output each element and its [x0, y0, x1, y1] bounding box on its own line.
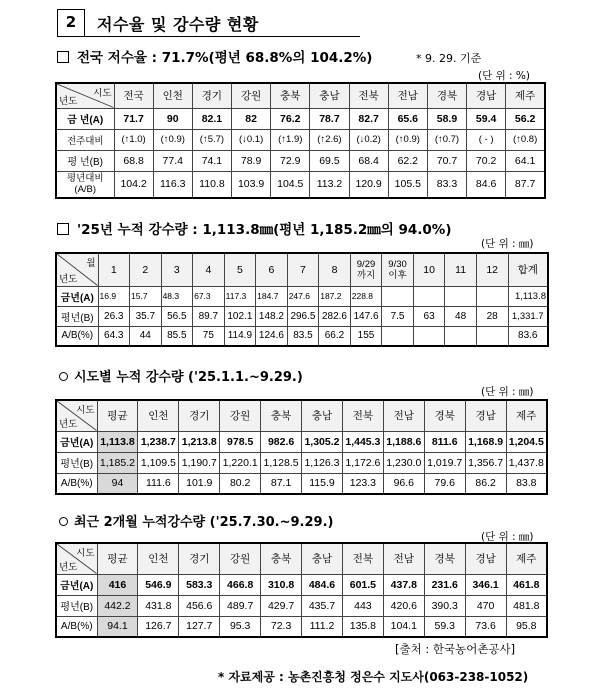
table-header-row	[56, 543, 547, 574]
table-cell	[413, 326, 445, 346]
table-cell	[476, 286, 508, 306]
row-label: 금 년(A)	[56, 108, 114, 129]
table-cell: 1,113.8	[508, 286, 548, 306]
table-cell: 83.8	[506, 473, 547, 494]
col-header: 인천	[138, 400, 179, 431]
row-label: A/B(%)	[56, 473, 97, 494]
table-header-row	[56, 83, 545, 108]
col-header: 충북	[271, 83, 310, 108]
table-cell: 70.2	[467, 150, 506, 171]
table-cell: 1,204.5	[506, 431, 547, 452]
col-header: 제주	[506, 400, 547, 431]
table-cell: 1,445.3	[342, 431, 383, 452]
col-header: 5	[224, 253, 256, 286]
circle-bullet-icon	[59, 517, 68, 526]
reservoir-heading-text: 전국 저수율 : 71.7%(평년 68.8%의 104.2%)	[77, 50, 373, 66]
table-cell: 1,128.5	[261, 452, 302, 473]
col-header: 경북	[424, 400, 465, 431]
table-row	[56, 129, 545, 150]
col-header: 충북	[261, 400, 302, 431]
col-header: 충남	[302, 400, 343, 431]
table-cell: 1,190.7	[179, 452, 220, 473]
table-cell: 15.7	[130, 286, 162, 306]
table-cell: 72.3	[261, 616, 302, 637]
table-cell: 546.9	[138, 574, 179, 595]
table-cell: 95.8	[506, 616, 547, 637]
table-cell: 1,437.8	[506, 452, 547, 473]
table-cell: 416	[97, 574, 138, 595]
table-cell: 85.5	[161, 326, 193, 346]
circle-bullet-icon	[59, 372, 68, 381]
table-cell: 583.3	[179, 574, 220, 595]
table-cell: 1,188.6	[383, 431, 424, 452]
col-header: 1	[98, 253, 130, 286]
col-header: 8	[319, 253, 351, 286]
col-header: 전남	[383, 400, 424, 431]
table-cell: 80.2	[220, 473, 261, 494]
table-cell: 126.7	[138, 616, 179, 637]
table-row	[56, 473, 547, 494]
table-cell: 95.3	[220, 616, 261, 637]
table-cell: (↑1.9)	[271, 129, 310, 150]
col-header: 12	[476, 253, 508, 286]
col-header: 6	[256, 253, 288, 286]
table-cell: 96.6	[383, 473, 424, 494]
col-header: 경북	[427, 83, 466, 108]
table-cell: 83.3	[427, 171, 466, 198]
table-cell: 111.6	[138, 473, 179, 494]
table-cell: 116.3	[153, 171, 192, 198]
col-header: 4	[193, 253, 225, 286]
table-row	[56, 108, 545, 129]
regional-rainfall-heading	[59, 366, 303, 385]
table-cell: 26.3	[98, 306, 130, 326]
table-cell: ( - )	[467, 129, 506, 150]
col-header: 11	[445, 253, 477, 286]
row-label: 전주대비	[56, 129, 114, 150]
table-cell: 115.9	[302, 473, 343, 494]
col-header: 전북	[342, 400, 383, 431]
table-cell: 56.5	[161, 306, 193, 326]
table-row	[56, 326, 548, 346]
table-cell: 442.2	[97, 595, 138, 616]
table-cell: (↑1.0)	[114, 129, 153, 150]
table-cell: 56.2	[506, 108, 545, 129]
table-cell: 489.7	[220, 595, 261, 616]
table-cell: 73.6	[465, 616, 506, 637]
table-cell: 1,305.2	[302, 431, 343, 452]
table-cell: 1,238.7	[138, 431, 179, 452]
col-header: 충북	[261, 543, 302, 574]
table-cell: (↑5.7)	[192, 129, 231, 150]
row-label: 금년(A)	[56, 286, 98, 306]
col-header: 전북	[342, 543, 383, 574]
regional-rainfall-unit: (단 위 : ㎜)	[481, 386, 534, 398]
table-cell: 64.1	[506, 150, 545, 171]
table-cell: 82	[232, 108, 271, 129]
table-cell: 1,172.6	[342, 452, 383, 473]
table-cell: 72.9	[271, 150, 310, 171]
table-cell: 127.7	[179, 616, 220, 637]
table-cell: 187.2	[319, 286, 351, 306]
table-cell: 1,213.8	[179, 431, 220, 452]
table-cell: 105.5	[388, 171, 427, 198]
row-label: A/B(%)	[56, 616, 97, 637]
table-cell: 83.6	[508, 326, 548, 346]
provider-note: * 자료제공 : 농촌진흥청 정은수 지도사(063-238-1052)	[218, 670, 529, 684]
table-cell	[413, 286, 445, 306]
col-header: 경남	[465, 400, 506, 431]
rainfall-heading	[57, 218, 452, 238]
table-cell: 437.8	[383, 574, 424, 595]
table-cell: 82.7	[349, 108, 388, 129]
reservoir-note: * 9. 29. 기준	[416, 52, 482, 65]
col-header: 7	[287, 253, 319, 286]
table-row	[56, 171, 545, 198]
row-label: 평년(B)	[56, 595, 97, 616]
table-cell: 123.3	[342, 473, 383, 494]
table-cell: 346.1	[465, 574, 506, 595]
table-cell: 1,185.2	[97, 452, 138, 473]
col-header: 9/30 이후	[382, 253, 414, 286]
rainfall-unit: (단 위 : ㎜)	[481, 238, 534, 250]
table-cell: 59.4	[467, 108, 506, 129]
reservoir-heading	[57, 46, 372, 66]
table-cell: 484.6	[302, 574, 343, 595]
table-cell: 58.9	[427, 108, 466, 129]
col-header: 제주	[506, 543, 547, 574]
table-cell: 135.8	[342, 616, 383, 637]
table-cell: 44	[130, 326, 162, 346]
table-cell: 601.5	[342, 574, 383, 595]
table-cell: 28	[476, 306, 508, 326]
table-cell: 65.6	[388, 108, 427, 129]
table-cell: 89.7	[193, 306, 225, 326]
table-cell	[476, 326, 508, 346]
col-header: 전남	[383, 543, 424, 574]
table-row	[56, 431, 547, 452]
table-row	[56, 306, 548, 326]
table-cell: 147.6	[350, 306, 382, 326]
table-corner: 시도 년도	[56, 83, 114, 108]
table-cell: 90	[153, 108, 192, 129]
row-label: 평년(B)	[56, 306, 98, 326]
recent-rainfall-heading-text: 최근 2개월 누적강수량 ('25.7.30.~9.29.)	[74, 515, 334, 530]
table-cell	[445, 326, 477, 346]
table-cell: 111.2	[302, 616, 343, 637]
table-cell: 66.2	[319, 326, 351, 346]
table-header-row	[56, 253, 548, 286]
table-cell: 63	[413, 306, 445, 326]
table-cell: (↑0.9)	[388, 129, 427, 150]
col-header: 9/29 까지	[350, 253, 382, 286]
table-cell: 87.1	[261, 473, 302, 494]
col-header: 평균	[97, 543, 138, 574]
table-cell: 470	[465, 595, 506, 616]
table-cell: 69.5	[310, 150, 349, 171]
table-cell: 435.7	[302, 595, 343, 616]
table-row	[56, 150, 545, 171]
col-header: 충남	[302, 543, 343, 574]
table-cell: 64.3	[98, 326, 130, 346]
table-corner: 시도 년도	[56, 400, 97, 431]
col-header: 충남	[310, 83, 349, 108]
section-header	[57, 9, 360, 37]
table-row	[56, 595, 547, 616]
col-header: 전남	[388, 83, 427, 108]
table-cell: 420.6	[383, 595, 424, 616]
table-cell: 1,126.3	[302, 452, 343, 473]
section-number: 2	[57, 9, 85, 37]
col-header: 평균	[97, 400, 138, 431]
table-cell: 76.2	[271, 108, 310, 129]
table-cell: 68.8	[114, 150, 153, 171]
table-cell: 75	[193, 326, 225, 346]
table-cell: 247.6	[287, 286, 319, 306]
table-corner: 월 년도	[56, 253, 98, 286]
col-header: 인천	[153, 83, 192, 108]
table-cell: 431.8	[138, 595, 179, 616]
table-cell: 48	[445, 306, 477, 326]
col-header: 강원	[220, 543, 261, 574]
section-title: 저수율 및 강수량 현황	[97, 15, 259, 34]
table-cell: 114.9	[224, 326, 256, 346]
table-cell: 390.3	[424, 595, 465, 616]
table-cell: 1,230.0	[383, 452, 424, 473]
table-cell: 104.5	[271, 171, 310, 198]
monthly-rainfall-table	[55, 252, 549, 347]
col-header: 강원	[232, 83, 271, 108]
reservoir-table	[55, 82, 546, 199]
table-cell: 1,331.7	[508, 306, 548, 326]
table-cell: 1,168.9	[465, 431, 506, 452]
table-cell: 78.9	[232, 150, 271, 171]
table-cell: 124.6	[256, 326, 288, 346]
recent-rainfall-unit: (단 위 : ㎜)	[481, 531, 534, 543]
table-cell: 78.7	[310, 108, 349, 129]
table-cell	[382, 286, 414, 306]
table-cell: 104.2	[114, 171, 153, 198]
table-cell: 71.7	[114, 108, 153, 129]
table-cell: 978.5	[220, 431, 261, 452]
col-header: 10	[413, 253, 445, 286]
table-cell: 59.3	[424, 616, 465, 637]
table-cell: 282.6	[319, 306, 351, 326]
col-header: 2	[130, 253, 162, 286]
table-cell: 184.7	[256, 286, 288, 306]
col-header: 경기	[179, 543, 220, 574]
regional-rainfall-heading-text: 시도별 누적 강수량 ('25.1.1.~9.29.)	[74, 370, 303, 385]
table-cell: 77.4	[153, 150, 192, 171]
col-header: 합계	[508, 253, 548, 286]
table-cell	[445, 286, 477, 306]
table-cell: 811.6	[424, 431, 465, 452]
table-cell: (↑0.8)	[506, 129, 545, 150]
table-cell: 982.6	[261, 431, 302, 452]
table-cell: 62.2	[388, 150, 427, 171]
table-cell: 83.5	[287, 326, 319, 346]
col-header: 경북	[424, 543, 465, 574]
table-cell: 296.5	[287, 306, 319, 326]
square-bullet-icon	[57, 223, 69, 235]
rainfall-heading-text: '25년 누적 강수량 : 1,113.8㎜(평년 1,185.2㎜의 94.0%)	[77, 222, 452, 238]
table-cell: 1,220.1	[220, 452, 261, 473]
table-cell: 82.1	[192, 108, 231, 129]
table-cell: 228.8	[350, 286, 382, 306]
table-corner: 시도 년도	[56, 543, 97, 574]
square-bullet-icon	[57, 51, 69, 63]
col-header: 경기	[192, 83, 231, 108]
table-cell: 456.6	[179, 595, 220, 616]
recent-rainfall-heading	[59, 511, 333, 530]
col-header: 3	[161, 253, 193, 286]
table-cell: 1,356.7	[465, 452, 506, 473]
table-cell: 1,113.8	[97, 431, 138, 452]
table-row	[56, 452, 547, 473]
table-cell: 103.9	[232, 171, 271, 198]
table-cell: 466.8	[220, 574, 261, 595]
table-cell: 443	[342, 595, 383, 616]
table-cell	[382, 326, 414, 346]
table-cell: 67.3	[193, 286, 225, 306]
col-header: 경남	[467, 83, 506, 108]
row-label: 평년대비 (A/B)	[56, 171, 114, 198]
table-cell: 86.2	[465, 473, 506, 494]
row-label: 평 년(B)	[56, 150, 114, 171]
table-cell: 74.1	[192, 150, 231, 171]
table-cell: 35.7	[130, 306, 162, 326]
table-cell: 87.7	[506, 171, 545, 198]
table-cell: (↓0.1)	[232, 129, 271, 150]
table-cell: 231.6	[424, 574, 465, 595]
table-cell: 110.8	[192, 171, 231, 198]
table-cell: 48.3	[161, 286, 193, 306]
table-cell: 155	[350, 326, 382, 346]
table-cell: 7.5	[382, 306, 414, 326]
table-row	[56, 616, 547, 637]
table-cell: 94.1	[97, 616, 138, 637]
recent-rainfall-table	[55, 542, 548, 638]
col-header: 제주	[506, 83, 545, 108]
table-cell: 1,109.5	[138, 452, 179, 473]
col-header: 전북	[349, 83, 388, 108]
table-cell: 79.6	[424, 473, 465, 494]
table-cell: (↑0.9)	[153, 129, 192, 150]
source-note: [출처 : 한국농어촌공사]	[395, 642, 516, 656]
table-cell: 16.9	[98, 286, 130, 306]
table-cell: 101.9	[179, 473, 220, 494]
col-header: 인천	[138, 543, 179, 574]
table-cell: 481.8	[506, 595, 547, 616]
col-header: 경남	[465, 543, 506, 574]
table-cell: (↑2.6)	[310, 129, 349, 150]
table-row	[56, 574, 547, 595]
table-row	[56, 286, 548, 306]
col-header: 경기	[179, 400, 220, 431]
table-cell: 461.8	[506, 574, 547, 595]
table-cell: 94	[97, 473, 138, 494]
col-header: 강원	[220, 400, 261, 431]
regional-rainfall-table	[55, 399, 548, 495]
table-cell: (↑0.7)	[427, 129, 466, 150]
table-cell: 84.6	[467, 171, 506, 198]
table-cell: 429.7	[261, 595, 302, 616]
row-label: 금년(A)	[56, 431, 97, 452]
reservoir-unit: (단 위 : %)	[478, 70, 531, 82]
table-cell: 68.4	[349, 150, 388, 171]
table-cell: 70.7	[427, 150, 466, 171]
table-cell: 1,019.7	[424, 452, 465, 473]
table-cell: 104.1	[383, 616, 424, 637]
table-cell: (↓0.2)	[349, 129, 388, 150]
table-cell: 148.2	[256, 306, 288, 326]
row-label: 평년(B)	[56, 452, 97, 473]
table-cell: 117.3	[224, 286, 256, 306]
table-header-row	[56, 400, 547, 431]
col-header: 전국	[114, 83, 153, 108]
table-cell: 310.8	[261, 574, 302, 595]
table-cell: 102.1	[224, 306, 256, 326]
row-label: 금년(A)	[56, 574, 97, 595]
row-label: A/B(%)	[56, 326, 98, 346]
table-cell: 113.2	[310, 171, 349, 198]
table-cell: 120.9	[349, 171, 388, 198]
